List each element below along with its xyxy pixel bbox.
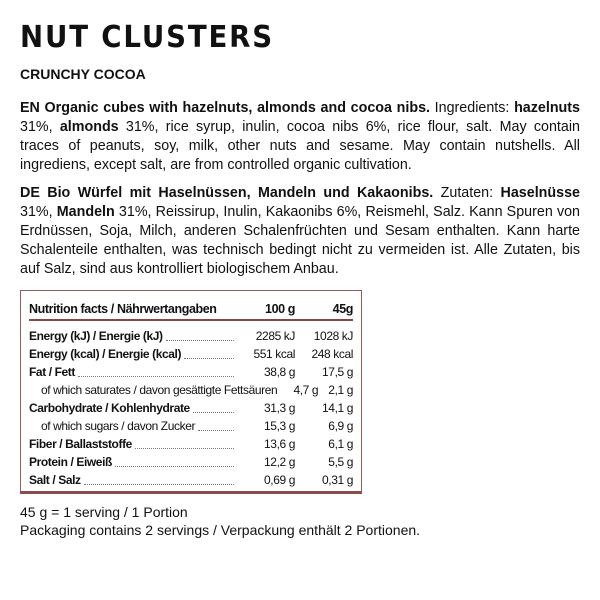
column-header-100g: 100 g xyxy=(265,302,295,316)
value-per-100g: 4,7 g xyxy=(293,382,319,397)
value-per-100g: 31,3 g xyxy=(264,400,295,415)
nutrition-table xyxy=(20,290,362,494)
value-per-45g: 17,5 g xyxy=(322,364,353,379)
value-per-100g: 2285 kJ xyxy=(255,328,295,343)
ingredient-mandeln: Mandeln xyxy=(56,204,115,220)
row-label: Salt / Salz xyxy=(29,472,81,487)
table-row-protein xyxy=(29,453,353,470)
dot-leader xyxy=(166,331,234,341)
value-per-45g: 2,1 g xyxy=(328,382,353,397)
product-title: NUT CLUSTERS xyxy=(20,20,274,55)
row-label: Protein / Eiweiß xyxy=(29,454,112,469)
table-row-salt xyxy=(29,471,353,488)
value-per-100g: 13,6 g xyxy=(264,436,295,451)
dot-leader xyxy=(193,403,234,413)
dot-leader xyxy=(115,457,234,467)
row-label: of which saturates / davon gesättigte Fettsäuren xyxy=(41,382,278,397)
dot-leader xyxy=(135,439,234,449)
description-en-text: Ingredients: xyxy=(430,100,515,116)
table-row-sugars xyxy=(29,417,353,434)
value-per-45g: 5,5 g xyxy=(328,454,353,469)
description-de-text: 31%, Reissirup, Inulin, Kakaonibs 6%, Reismehl, Salz. Kann Spuren von Erdnüssen, Soja, Milch, anderen Schalenfrüchten und Sesam enthalten. Kann harte Schalenteile enthalten, was technisch bedingt nicht zu vermeiden ist. Alle Zutaten, bis auf Salz, sind aus kontrolliert biologischem Anbau. xyxy=(20,204,581,277)
description-de-text: 31%, xyxy=(20,204,57,220)
description-de-lead: DE Bio Würfel mit Haselnüssen, Mandeln und Kakaonibs. xyxy=(20,185,434,201)
ingredient-haselnuesse: Haselnüsse xyxy=(500,185,580,201)
value-per-45g: 248 kcal xyxy=(311,346,353,361)
description-en-text: 31%, rice syrup, inulin, cocoa nibs 6%, rice flour, salt. May contain traces of peanuts, soy, milk, other nuts and sesame. May contain nutshells. All ingrediens, except salt, are from controlled organic cultivation. xyxy=(20,119,580,173)
value-per-100g: 551 kcal xyxy=(253,346,295,361)
description-de-text: Zutaten: xyxy=(433,185,501,201)
value-per-100g: 0,69 g xyxy=(264,472,295,487)
description-en-text: 31%, xyxy=(20,119,60,135)
nutrition-table-header xyxy=(29,299,353,321)
value-per-45g: 14,1 g xyxy=(322,400,353,415)
value-per-45g: 1028 kJ xyxy=(313,328,353,343)
product-subtitle: CRUNCHY COCOA xyxy=(20,66,146,82)
dot-leader xyxy=(78,367,234,377)
row-label: Energy (kcal) / Energie (kcal) xyxy=(29,346,182,361)
nutrition-header-label: Nutrition facts / Nährwertangaben xyxy=(29,302,217,316)
dot-leader xyxy=(198,421,234,431)
value-per-100g: 15,3 g xyxy=(264,418,295,433)
table-row-fiber xyxy=(29,435,353,452)
dot-leader xyxy=(184,349,234,359)
value-per-100g: 12,2 g xyxy=(264,454,295,469)
column-header-45g: 45g xyxy=(332,302,353,316)
packaging-servings: Packaging contains 2 servings / Verpackung enthält 2 Portionen. xyxy=(20,522,421,538)
table-row-saturates xyxy=(29,381,353,398)
row-label: of which sugars / davon Zucker xyxy=(41,418,196,433)
table-row-energy-kcal xyxy=(29,345,353,362)
table-row-carbohydrate xyxy=(29,399,353,416)
description-en xyxy=(20,99,580,175)
table-row-fat xyxy=(29,363,353,380)
value-per-100g: 38,8 g xyxy=(264,364,295,379)
table-row-energy-kj xyxy=(29,327,353,344)
description-de xyxy=(20,184,580,279)
value-per-45g: 6,9 g xyxy=(328,418,353,433)
ingredient-almonds: almonds xyxy=(59,119,119,135)
ingredient-hazelnuts: hazelnuts xyxy=(514,100,580,116)
description-en-lead: EN Organic cubes with hazelnuts, almonds and cocoa nibs. xyxy=(20,100,430,116)
row-label: Carbohydrate / Kohlenhydrate xyxy=(29,400,190,415)
row-label: Energy (kJ) / Energie (kJ) xyxy=(29,328,163,343)
serving-size: 45 g = 1 serving / 1 Portion xyxy=(20,504,188,520)
row-label: Fiber / Ballaststoffe xyxy=(29,436,132,451)
dot-leader xyxy=(84,475,234,485)
value-per-45g: 6,1 g xyxy=(328,436,353,451)
value-per-45g: 0,31 g xyxy=(322,472,353,487)
row-label: Fat / Fett xyxy=(29,364,75,379)
serving-info xyxy=(20,503,420,539)
